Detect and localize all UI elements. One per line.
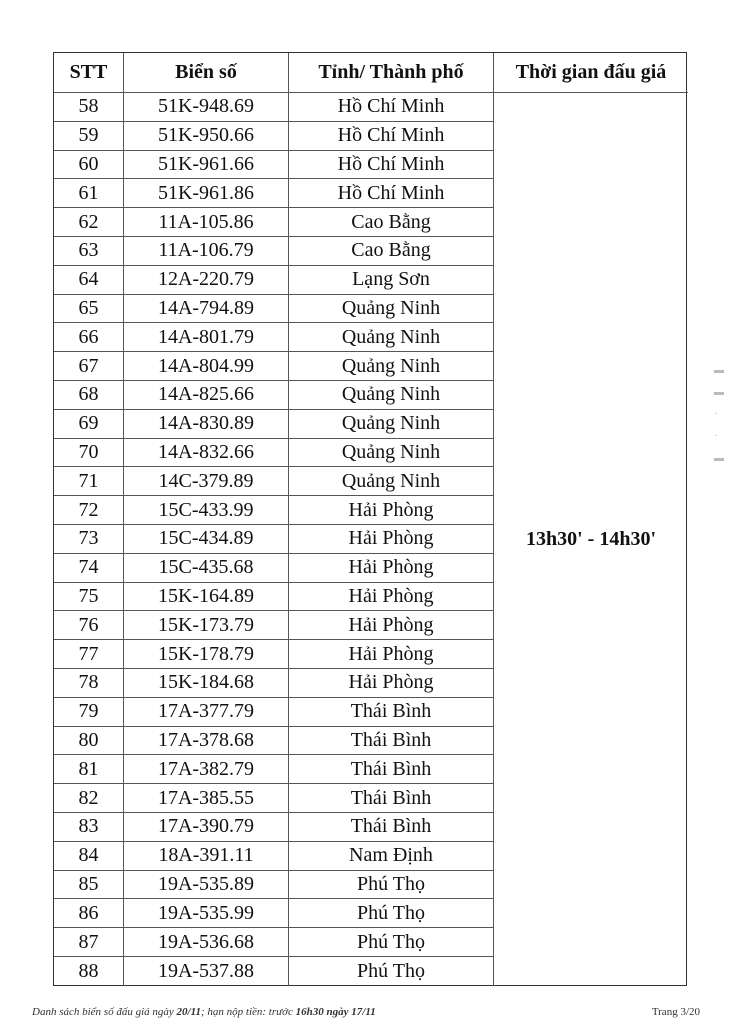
header-plate-number: Biển số [124,53,289,93]
row-province: Hải Phòng [289,640,494,669]
footer-date: 20/11 [176,1006,201,1018]
row-province: Thái Bình [289,813,494,842]
row-plate-number: 14A-801.79 [124,323,289,352]
row-plate-number: 17A-390.79 [124,813,289,842]
row-stt: 84 [54,842,124,871]
row-stt: 78 [54,669,124,698]
footer-deadline: 16h30 ngày 17/11 [295,1006,376,1018]
row-province: Quảng Ninh [289,381,494,410]
row-stt: 62 [54,208,124,237]
row-plate-number: 15K-184.68 [124,669,289,698]
row-plate-number: 51K-948.69 [124,93,289,122]
row-plate-number: 15K-178.79 [124,640,289,669]
row-plate-number: 15K-164.89 [124,583,289,612]
row-stt: 68 [54,381,124,410]
footer-middle: ; hạn nộp tiền: trước [200,1006,293,1018]
row-plate-number: 17A-378.68 [124,727,289,756]
row-plate-number: 51K-961.86 [124,179,289,208]
row-stt: 64 [54,266,124,295]
header-province: Tỉnh/ Thành phố [289,53,494,93]
row-plate-number: 15K-173.79 [124,611,289,640]
row-stt: 67 [54,352,124,381]
row-plate-number: 15C-433.99 [124,496,289,525]
row-stt: 74 [54,554,124,583]
auction-time-slot: 13h30' - 14h30' [525,527,657,550]
row-plate-number: 15C-435.68 [124,554,289,583]
edge-scan-marks: ▬ ▬ · · ▬ [714,365,724,464]
row-province: Thái Bình [289,698,494,727]
row-plate-number: 15C-434.89 [124,525,289,554]
row-plate-number: 14A-804.99 [124,352,289,381]
row-plate-number: 12A-220.79 [124,266,289,295]
row-province: Thái Bình [289,755,494,784]
row-province: Nam Định [289,842,494,871]
row-province: Hải Phòng [289,583,494,612]
row-province: Quảng Ninh [289,467,494,496]
row-stt: 71 [54,467,124,496]
row-plate-number: 14C-379.89 [124,467,289,496]
row-plate-number: 14A-825.66 [124,381,289,410]
row-province: Phú Thọ [289,957,494,986]
row-plate-number: 14A-832.66 [124,439,289,468]
row-plate-number: 19A-535.99 [124,899,289,928]
row-province: Lạng Sơn [289,266,494,295]
row-stt: 73 [54,525,124,554]
row-stt: 66 [54,323,124,352]
row-province: Quảng Ninh [289,323,494,352]
row-province: Phú Thọ [289,871,494,900]
row-province: Hải Phòng [289,669,494,698]
row-plate-number: 51K-961.66 [124,151,289,180]
row-stt: 58 [54,93,124,122]
row-stt: 86 [54,899,124,928]
footer-note [32,1006,376,1018]
row-stt: 70 [54,439,124,468]
row-plate-number: 19A-535.89 [124,871,289,900]
row-stt: 75 [54,583,124,612]
row-plate-number: 14A-830.89 [124,410,289,439]
row-plate-number: 18A-391.11 [124,842,289,871]
row-plate-number: 14A-794.89 [124,295,289,324]
row-stt: 81 [54,755,124,784]
row-province: Hải Phòng [289,611,494,640]
row-province: Thái Bình [289,784,494,813]
row-stt: 80 [54,727,124,756]
header-auction-time: Thời gian đấu giá [494,53,688,93]
row-stt: 72 [54,496,124,525]
row-stt: 65 [54,295,124,324]
row-province: Hồ Chí Minh [289,93,494,122]
row-plate-number: 17A-385.55 [124,784,289,813]
row-stt: 60 [54,151,124,180]
row-province: Hải Phòng [289,554,494,583]
row-stt: 59 [54,122,124,151]
row-stt: 69 [54,410,124,439]
footer-prefix: Danh sách biển số đấu giá ngày [32,1006,174,1018]
row-stt: 77 [54,640,124,669]
row-province: Hồ Chí Minh [289,122,494,151]
row-province: Quảng Ninh [289,295,494,324]
row-province: Quảng Ninh [289,410,494,439]
row-province: Hồ Chí Minh [289,151,494,180]
row-plate-number: 11A-106.79 [124,237,289,266]
row-province: Cao Bằng [289,237,494,266]
row-stt: 88 [54,957,124,986]
row-plate-number: 19A-536.68 [124,928,289,957]
row-province: Hải Phòng [289,496,494,525]
row-stt: 87 [54,928,124,957]
row-stt: 63 [54,237,124,266]
row-province: Phú Thọ [289,899,494,928]
plate-auction-table [53,52,687,986]
row-province: Quảng Ninh [289,352,494,381]
row-plate-number: 17A-377.79 [124,698,289,727]
row-province: Hải Phòng [289,525,494,554]
row-stt: 85 [54,871,124,900]
row-stt: 76 [54,611,124,640]
row-plate-number: 11A-105.86 [124,208,289,237]
row-province: Thái Bình [289,727,494,756]
row-plate-number: 51K-950.66 [124,122,289,151]
row-stt: 82 [54,784,124,813]
row-plate-number: 19A-537.88 [124,957,289,986]
row-province: Hồ Chí Minh [289,179,494,208]
row-plate-number: 17A-382.79 [124,755,289,784]
header-stt: STT [54,53,124,93]
row-stt: 79 [54,698,124,727]
row-province: Quảng Ninh [289,439,494,468]
row-stt: 83 [54,813,124,842]
row-stt: 61 [54,179,124,208]
page-number: Trang 3/20 [651,1006,700,1018]
row-province: Phú Thọ [289,928,494,957]
row-province: Cao Bằng [289,208,494,237]
